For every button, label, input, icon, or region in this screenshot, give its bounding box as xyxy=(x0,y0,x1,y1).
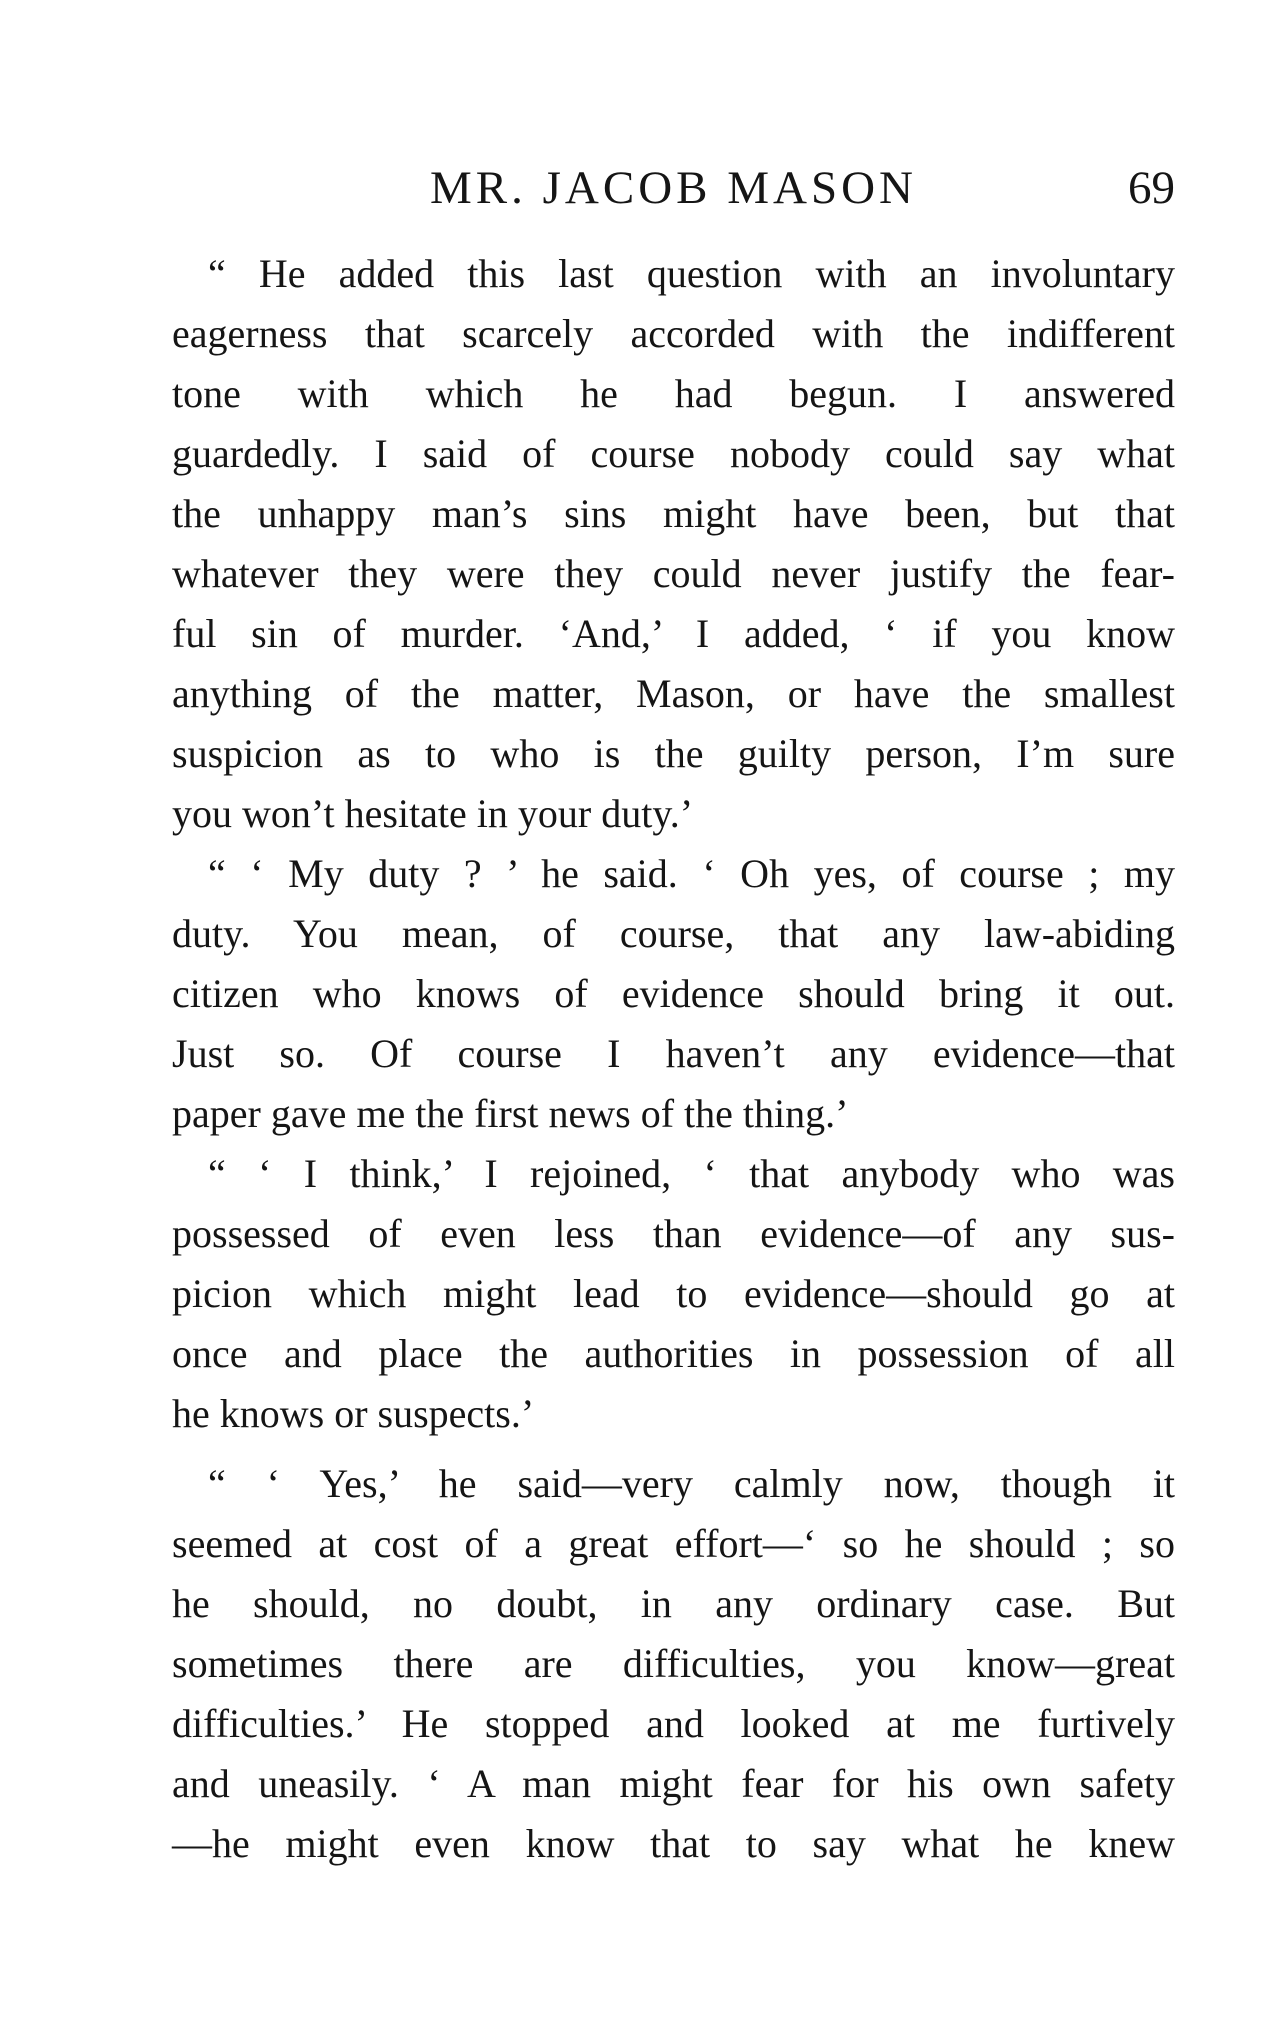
text-line: duty. You mean, of course, that any law-abiding xyxy=(172,911,1175,956)
text-line: sometimes there are difficulties, you know—great xyxy=(172,1641,1175,1686)
text-line: paper gave me the first news of the thing.’ xyxy=(172,1091,849,1136)
text-line: whatever they were they could never justify the fear- xyxy=(172,551,1175,596)
text-line: picion which might lead to evidence—should go at xyxy=(172,1271,1175,1316)
text-line: ful sin of murder. ‘And,’ I added, ‘ if you know xyxy=(172,611,1175,656)
body-text xyxy=(172,244,1175,1874)
text-line: difficulties.’ He stopped and looked at me furtively xyxy=(172,1701,1175,1746)
text-line: suspicion as to who is the guilty person, I’m sure xyxy=(172,731,1175,776)
text-line: Just so. Of course I haven’t any evidence—that xyxy=(172,1031,1175,1076)
page-number: 69 xyxy=(1128,162,1175,214)
text-line: you won’t hesitate in your duty.’ xyxy=(172,791,694,836)
text-line: anything of the matter, Mason, or have the smallest xyxy=(172,671,1175,716)
text-line: once and place the authorities in possession of all xyxy=(172,1331,1175,1376)
text-line: seemed at cost of a great effort—‘ so he should ; so xyxy=(172,1521,1175,1566)
text-line: eagerness that scarcely accorded with the indifferent xyxy=(172,311,1175,356)
text-line: possessed of even less than evidence—of any sus- xyxy=(172,1211,1175,1256)
text-line: “ ‘ My duty ? ’ he said. ‘ Oh yes, of course ; my xyxy=(208,851,1175,896)
text-line: “ ‘ Yes,’ he said—very calmly now, though it xyxy=(208,1461,1175,1506)
text-line: —he might even know that to say what he knew xyxy=(172,1821,1175,1866)
running-title: MR. JACOB MASON xyxy=(429,162,918,214)
text-line: “ He added this last question with an involuntary xyxy=(208,251,1175,296)
text-line: guardedly. I said of course nobody could say what xyxy=(172,431,1175,476)
text-line: “ ‘ I think,’ I rejoined, ‘ that anybody who was xyxy=(208,1151,1175,1196)
running-head xyxy=(172,158,1175,218)
text-line: citizen who knows of evidence should bring it out. xyxy=(172,971,1175,1016)
text-line: he knows or suspects.’ xyxy=(172,1391,535,1436)
text-line: the unhappy man’s sins might have been, but that xyxy=(172,491,1175,536)
text-line: and uneasily. ‘ A man might fear for his own safety xyxy=(172,1761,1175,1806)
text-line: tone with which he had begun. I answered xyxy=(172,371,1175,416)
text-line: he should, no doubt, in any ordinary case. But xyxy=(172,1581,1175,1626)
